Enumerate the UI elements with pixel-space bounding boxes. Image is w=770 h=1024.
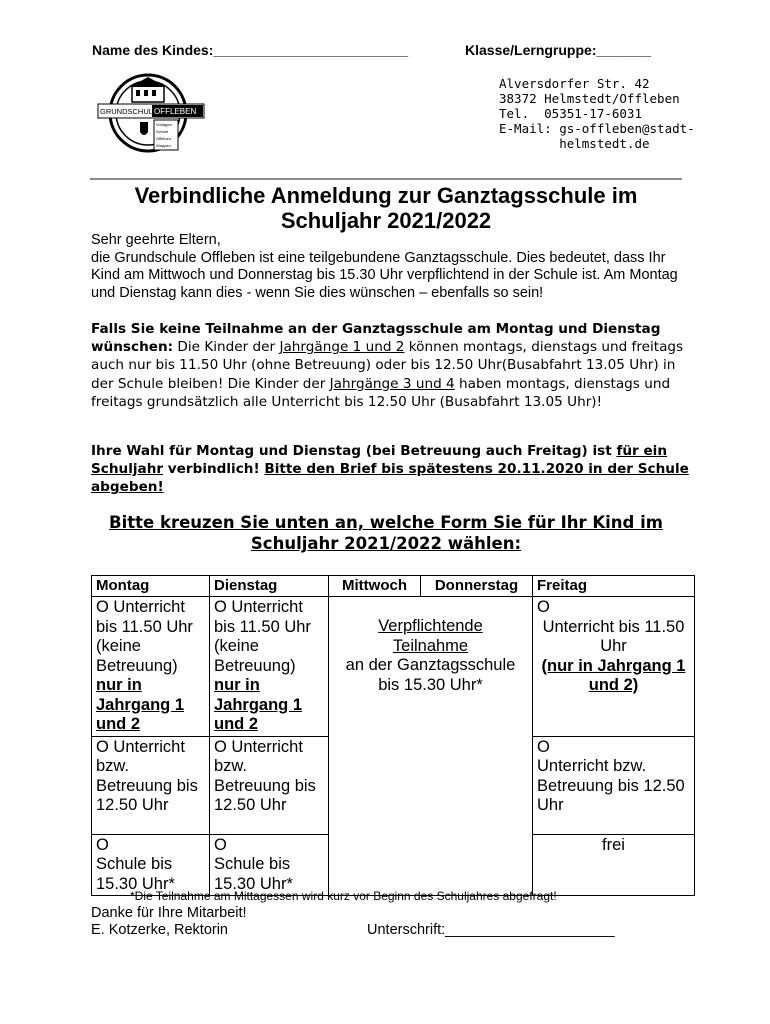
signature-field[interactable]: Unterschrift:_____________________ <box>367 922 615 938</box>
table-header-row <box>92 576 695 597</box>
header-donnerstag: Donnerstag <box>421 576 533 597</box>
header-freitag: Freitag <box>533 576 695 597</box>
footnote: *Die Teilnahme am Mittagessen wird kurz vor Beginn des Schuljahres abgefragt! <box>130 889 557 903</box>
svg-text:Wappen: Wappen <box>156 143 171 148</box>
freitag-option-2[interactable]: O Unterricht bzw. Betreuung bis 12.50 Uhr <box>533 736 695 834</box>
svg-text:OFFLEBEN: OFFLEBEN <box>154 107 197 116</box>
choice-paragraph: Ihre Wahl für Montag und Dienstag (bei Betreuung auch Freitag) ist für ein Schuljahr verbindlich! Bitte den Brief bis spätestens 20.11.2020 in der Schule abgeben! <box>91 443 689 496</box>
schedule-table <box>91 575 695 896</box>
svg-text:GRUNDSCHULE: GRUNDSCHULE <box>100 107 158 116</box>
dienstag-option-2[interactable]: O Unterricht bzw. Betreuung bis 12.50 Uhr <box>210 736 329 834</box>
freitag-option-1[interactable]: O Unterricht bis 11.50 Uhr (nur in Jahrgang 1 und 2) <box>533 597 695 737</box>
checkbox-mark: O <box>537 737 550 756</box>
intro-paragraph: die Grundschule Offleben ist eine teilgebundene Ganztagsschule. Dies bedeutet, dass Ihr Kind am Mittwoch und Donnerstag bis 15.30 Uhr verpflichtend in der Schule ist. Am Montag und Dienstag kann dies - wenn Sie dies wünschen – ebenfalls so sein! <box>91 249 678 301</box>
header-montag: Montag <box>92 576 210 597</box>
school-address: Alversdorfer Str. 42 38372 Helmstedt/Offleben Tel. 05351-17-6031 E-Mail: gs-offleben@stadt- helmstedt.de <box>499 76 695 151</box>
montag-option-2[interactable]: O Unterricht bzw. Betreuung bis 12.50 Uhr <box>92 736 210 834</box>
child-name-field[interactable]: Name des Kindes:_________________________ <box>92 42 409 58</box>
header-dienstag: Dienstag <box>210 576 329 597</box>
montag-option-3[interactable]: O Schule bis 15.30 Uhr* <box>92 834 210 896</box>
page-title: Verbindliche Anmeldung zur Ganztagsschule im Schuljahr 2021/2022 <box>134 183 638 233</box>
freitag-option-3: frei <box>533 834 695 896</box>
svg-text:Offleben: Offleben <box>156 136 172 141</box>
checkbox-mark: O <box>537 598 550 616</box>
intro-text <box>91 232 691 302</box>
no-participation-paragraph: Falls Sie keine Teilnahme an der Ganztagsschule am Montag und Dienstag wünschen: Die Kinder der Jahrgänge 1 und 2 können montags, dienstags und freitags auch nur bis 11.50 Uhr (ohne Betreuung) oder bis 12.50 Uhr(Busabfahrt 13.05 Uhr) in der Schule bleiben! Die Kinder der Jahrgänge 3 und 4 haben montags, dienstags und freitags grundsätzlich alle Unterricht bis 12.50 Uhr (Busabfahrt 13.05 Uhr)! <box>91 321 684 410</box>
school-logo <box>96 68 212 158</box>
thanks-text: Danke für Ihre Mitarbeit! <box>91 905 247 921</box>
form-instruction-heading: Bitte kreuzen Sie unten an, welche Form Sie für Ihr Kind im Schuljahr 2021/2022 wählen: <box>109 513 663 553</box>
svg-text:Vorlagen: Vorlagen <box>156 122 172 127</box>
divider <box>90 178 682 180</box>
header-mittwoch: Mittwoch <box>329 576 421 597</box>
dienstag-option-1[interactable]: O Unterricht bis 11.50 Uhr (keine Betreuung) nur in Jahrgang 1 und 2 <box>210 597 329 737</box>
class-field[interactable]: Klasse/Lerngruppe:_______ <box>465 42 651 58</box>
montag-option-1[interactable]: O Unterricht bis 11.50 Uhr (keine Betreuung) nur in Jahrgang 1 und 2 <box>92 597 210 737</box>
table-row <box>92 597 695 737</box>
svg-text:Schule: Schule <box>156 129 169 134</box>
signer-name: E. Kotzerke, Rektorin <box>91 922 228 938</box>
greeting: Sehr geehrte Eltern, <box>91 232 221 248</box>
mandatory-attendance-cell: Verpflichtende Teilnahme an der Ganztagsschule bis 15.30 Uhr* <box>329 597 533 896</box>
dienstag-option-3[interactable]: O Schule bis 15.30 Uhr* <box>210 834 329 896</box>
